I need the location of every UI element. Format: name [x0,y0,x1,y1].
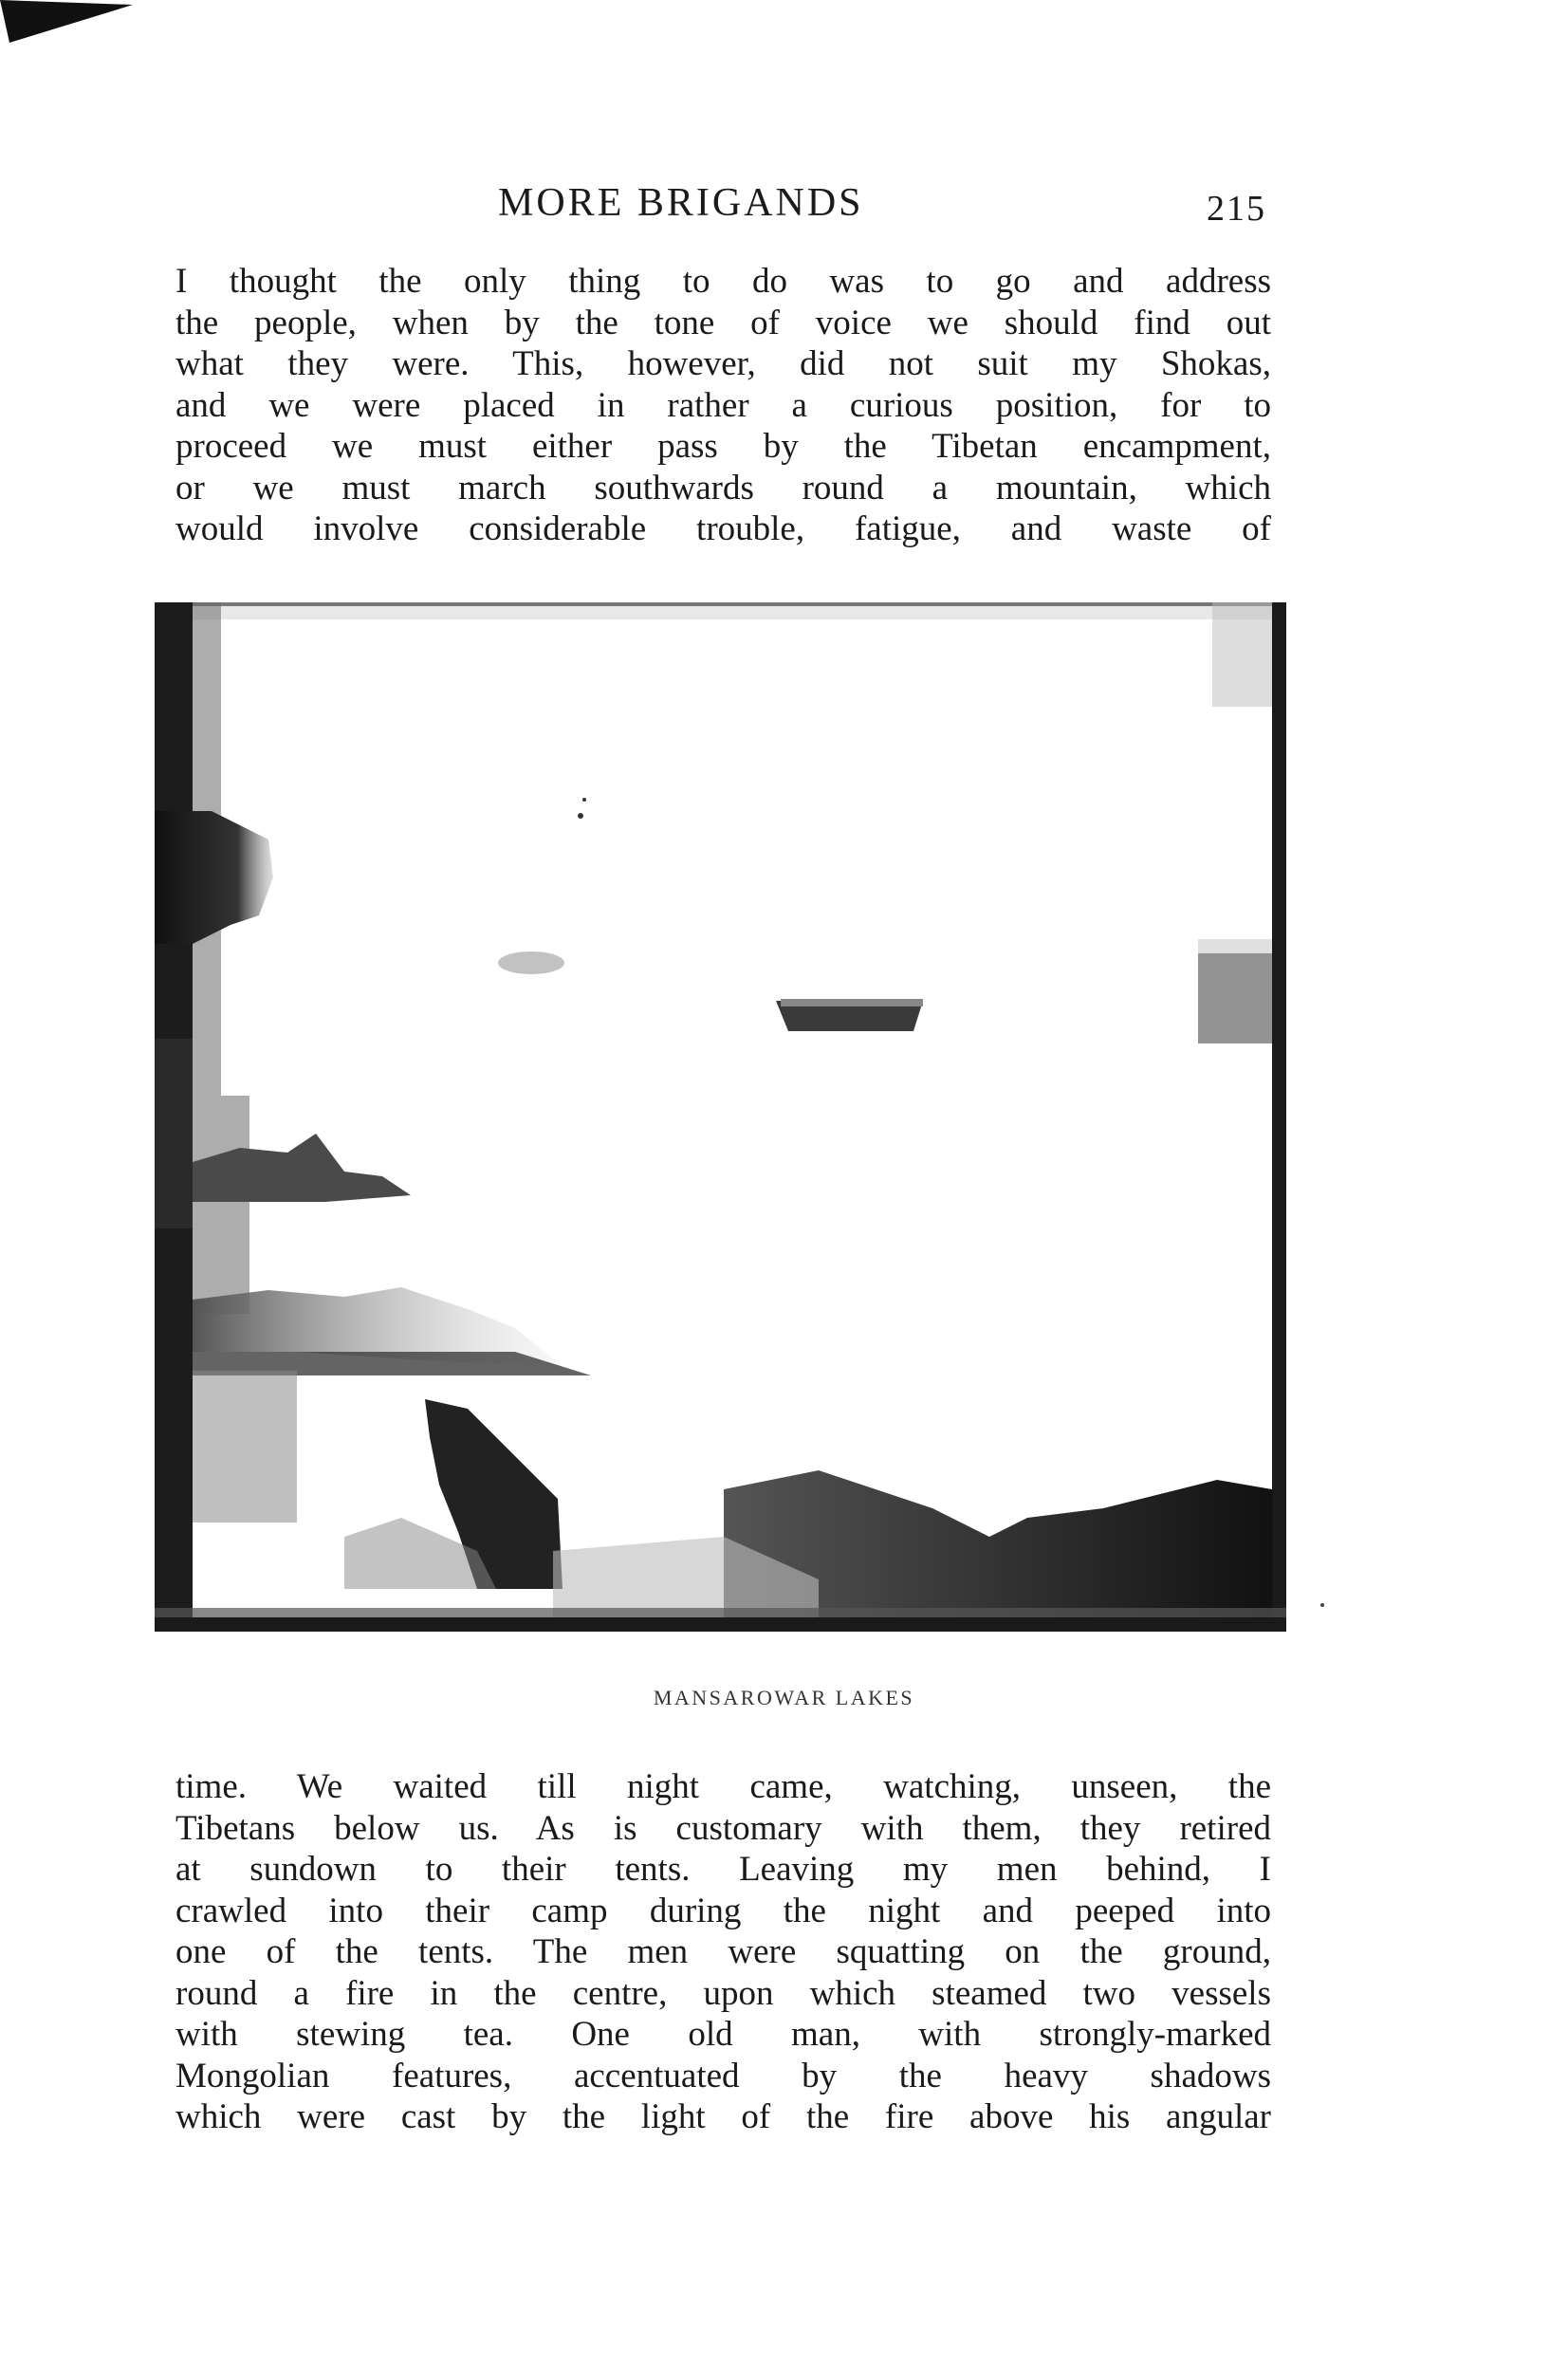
paragraph-top [175,261,1271,550]
text-line: round a fire in the centre, upon which steamed two vessels [175,1973,1271,2013]
text-line: at sundown to their tents. Leaving my men behind, I [175,1850,1271,1889]
plate-caption: MANSAROWAR LAKES [653,1686,915,1709]
text-line: and we were placed in rather a curious position, for to [175,385,1271,425]
running-head [175,180,1276,237]
text-line: which were cast by the light of the fire above his angular [175,2097,1271,2136]
text-line: time. We waited till night came, watching, unseen, the [175,1767,1271,1806]
text-line: with stewing tea. One old man, with strongly-marked [175,2015,1271,2054]
photograph-plate [155,602,1286,1632]
text-line: proceed we must either pass by the Tibetan encampment, [175,427,1271,466]
text-line: would involve considerable trouble, fatigue, and waste of [175,509,1271,548]
corner-tab-mark [0,0,142,57]
text-line: the people, when by the tone of voice we should find out [175,303,1271,342]
text-line: I thought the only thing to do was to go and address [175,262,1271,301]
text-line: what they were. This, however, did not suit my Shokas, [175,344,1271,383]
lake-photograph [155,602,1286,1632]
text-line: Mongolian features, accentuated by the heavy shadows [175,2056,1271,2095]
text-line: crawled into their camp during the night and peeped into [175,1891,1271,1930]
paragraph-bottom [175,1766,1271,2138]
running-title: MORE BRIGANDS [498,181,864,225]
text-line: or we must march southwards round a mountain, which [175,468,1271,508]
paper-speck [1320,1603,1324,1607]
page-number: 215 [1207,189,1266,229]
text-line: Tibetans below us. As is customary with them, they retired [175,1808,1271,1848]
text-line: one of the tents. The men were squatting on the ground, [175,1932,1271,1971]
